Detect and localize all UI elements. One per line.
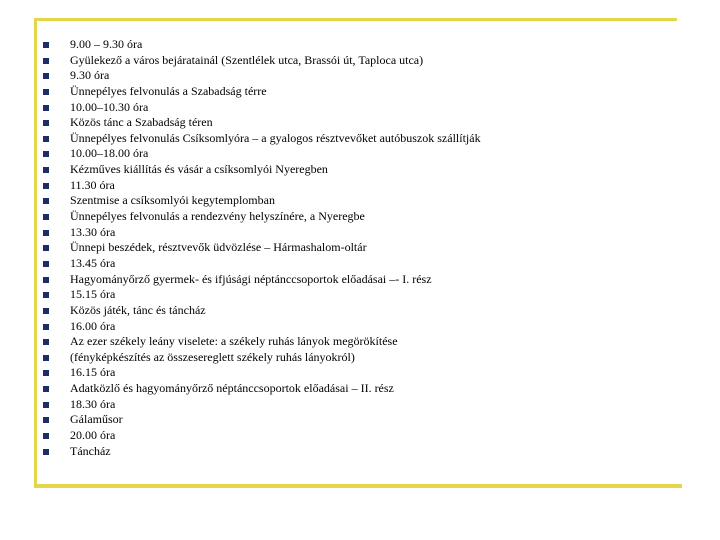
list-item [43, 68, 663, 84]
square-bullet-icon [43, 339, 49, 345]
square-bullet-icon [43, 402, 49, 408]
list-item [43, 381, 663, 397]
list-item [43, 209, 663, 225]
square-bullet-icon [43, 73, 49, 79]
list-item [43, 53, 663, 69]
square-bullet-icon [43, 433, 49, 439]
square-bullet-icon [43, 214, 49, 220]
list-item-text: 18.30 óra [70, 396, 116, 411]
list-item-text: 10.00–10.30 óra [70, 99, 149, 114]
list-item [43, 334, 663, 350]
list-item-text: 16.00 óra [70, 318, 116, 333]
list-item [43, 350, 663, 366]
list-item-text: 20.00 óra [70, 428, 116, 443]
list-item-text: Ünnepi beszédek, résztvevők üdvözlése – Hármashalom-oltár [70, 240, 367, 255]
square-bullet-icon [43, 136, 49, 142]
list-item [43, 444, 663, 460]
square-bullet-icon [43, 277, 49, 283]
square-bullet-icon [43, 42, 49, 48]
list-item [43, 365, 663, 381]
square-bullet-icon [43, 355, 49, 361]
list-item-text: (fényképkészítés az összesereglett székely ruhás lányokról) [70, 349, 355, 364]
list-item [43, 303, 663, 319]
list-item-text: Ünnepélyes felvonulás a rendezvény helyszínére, a Nyeregbe [70, 209, 365, 224]
list-item-text: Hagyományőrző gyermek- és ifjúsági néptánccsoportok előadásai –- I. rész [70, 271, 432, 286]
frame-top-line [34, 18, 677, 21]
list-item-text: 9.30 óra [70, 68, 110, 83]
list-item-text: 16.15 óra [70, 365, 116, 380]
list-item [43, 272, 663, 288]
list-item-text: 15.15 óra [70, 287, 116, 302]
frame-left-line [34, 18, 37, 488]
list-item-text: Adatközlő és hagyományőrző néptánccsoportok előadásai – II. rész [70, 381, 394, 396]
list-item [43, 412, 663, 428]
list-item [43, 240, 663, 256]
list-item-text: Gyülekező a város bejáratainál (Szentlélek utca, Brassói út, Taploca utca) [70, 52, 424, 67]
square-bullet-icon [43, 89, 49, 95]
list-item [43, 256, 663, 272]
square-bullet-icon [43, 151, 49, 157]
list-item-text: 11.30 óra [70, 177, 115, 192]
program-list [43, 37, 663, 459]
list-item-text: Ünnepélyes felvonulás Csíksomlyóra – a gyalogos résztvevőket autóbuszok szállítják [70, 130, 481, 145]
square-bullet-icon [43, 292, 49, 298]
list-item [43, 84, 663, 100]
list-item-text: Az ezer székely leány viselete: a székely ruhás lányok megörökítése [70, 334, 398, 349]
square-bullet-icon [43, 245, 49, 251]
list-item [43, 37, 663, 53]
list-item [43, 100, 663, 116]
list-item-text: Közös játék, tánc és táncház [70, 302, 206, 317]
square-bullet-icon [43, 183, 49, 189]
list-item-text: Szentmise a csíksomlyói kegytemplomban [70, 193, 275, 208]
list-item [43, 319, 663, 335]
list-item [43, 146, 663, 162]
list-item-text: Táncház [70, 443, 111, 458]
list-item-text: Közös tánc a Szabadság téren [70, 115, 213, 130]
square-bullet-icon [43, 370, 49, 376]
frame-bottom-line [37, 484, 682, 488]
list-item [43, 115, 663, 131]
list-item [43, 397, 663, 413]
list-item-text: Gálaműsor [70, 412, 123, 427]
square-bullet-icon [43, 105, 49, 111]
list-item [43, 193, 663, 209]
square-bullet-icon [43, 417, 49, 423]
list-item [43, 225, 663, 241]
list-item [43, 162, 663, 178]
square-bullet-icon [43, 198, 49, 204]
list-item-text: 9.00 – 9.30 óra [70, 37, 143, 51]
square-bullet-icon [43, 449, 49, 455]
square-bullet-icon [43, 386, 49, 392]
square-bullet-icon [43, 261, 49, 267]
list-item-text: 10.00–18.00 óra [70, 146, 149, 161]
square-bullet-icon [43, 167, 49, 173]
square-bullet-icon [43, 324, 49, 330]
list-item [43, 428, 663, 444]
list-item-text: 13.45 óra [70, 255, 116, 270]
list-item [43, 131, 663, 147]
list-item-text: Ünnepélyes felvonulás a Szabadság térre [70, 83, 267, 98]
square-bullet-icon [43, 230, 49, 236]
square-bullet-icon [43, 120, 49, 126]
list-item [43, 178, 663, 194]
list-item-text: 13.30 óra [70, 224, 116, 239]
square-bullet-icon [43, 58, 49, 64]
square-bullet-icon [43, 308, 49, 314]
list-item [43, 287, 663, 303]
list-item-text: Kézműves kiállítás és vásár a csíksomlyói Nyeregben [70, 162, 328, 177]
